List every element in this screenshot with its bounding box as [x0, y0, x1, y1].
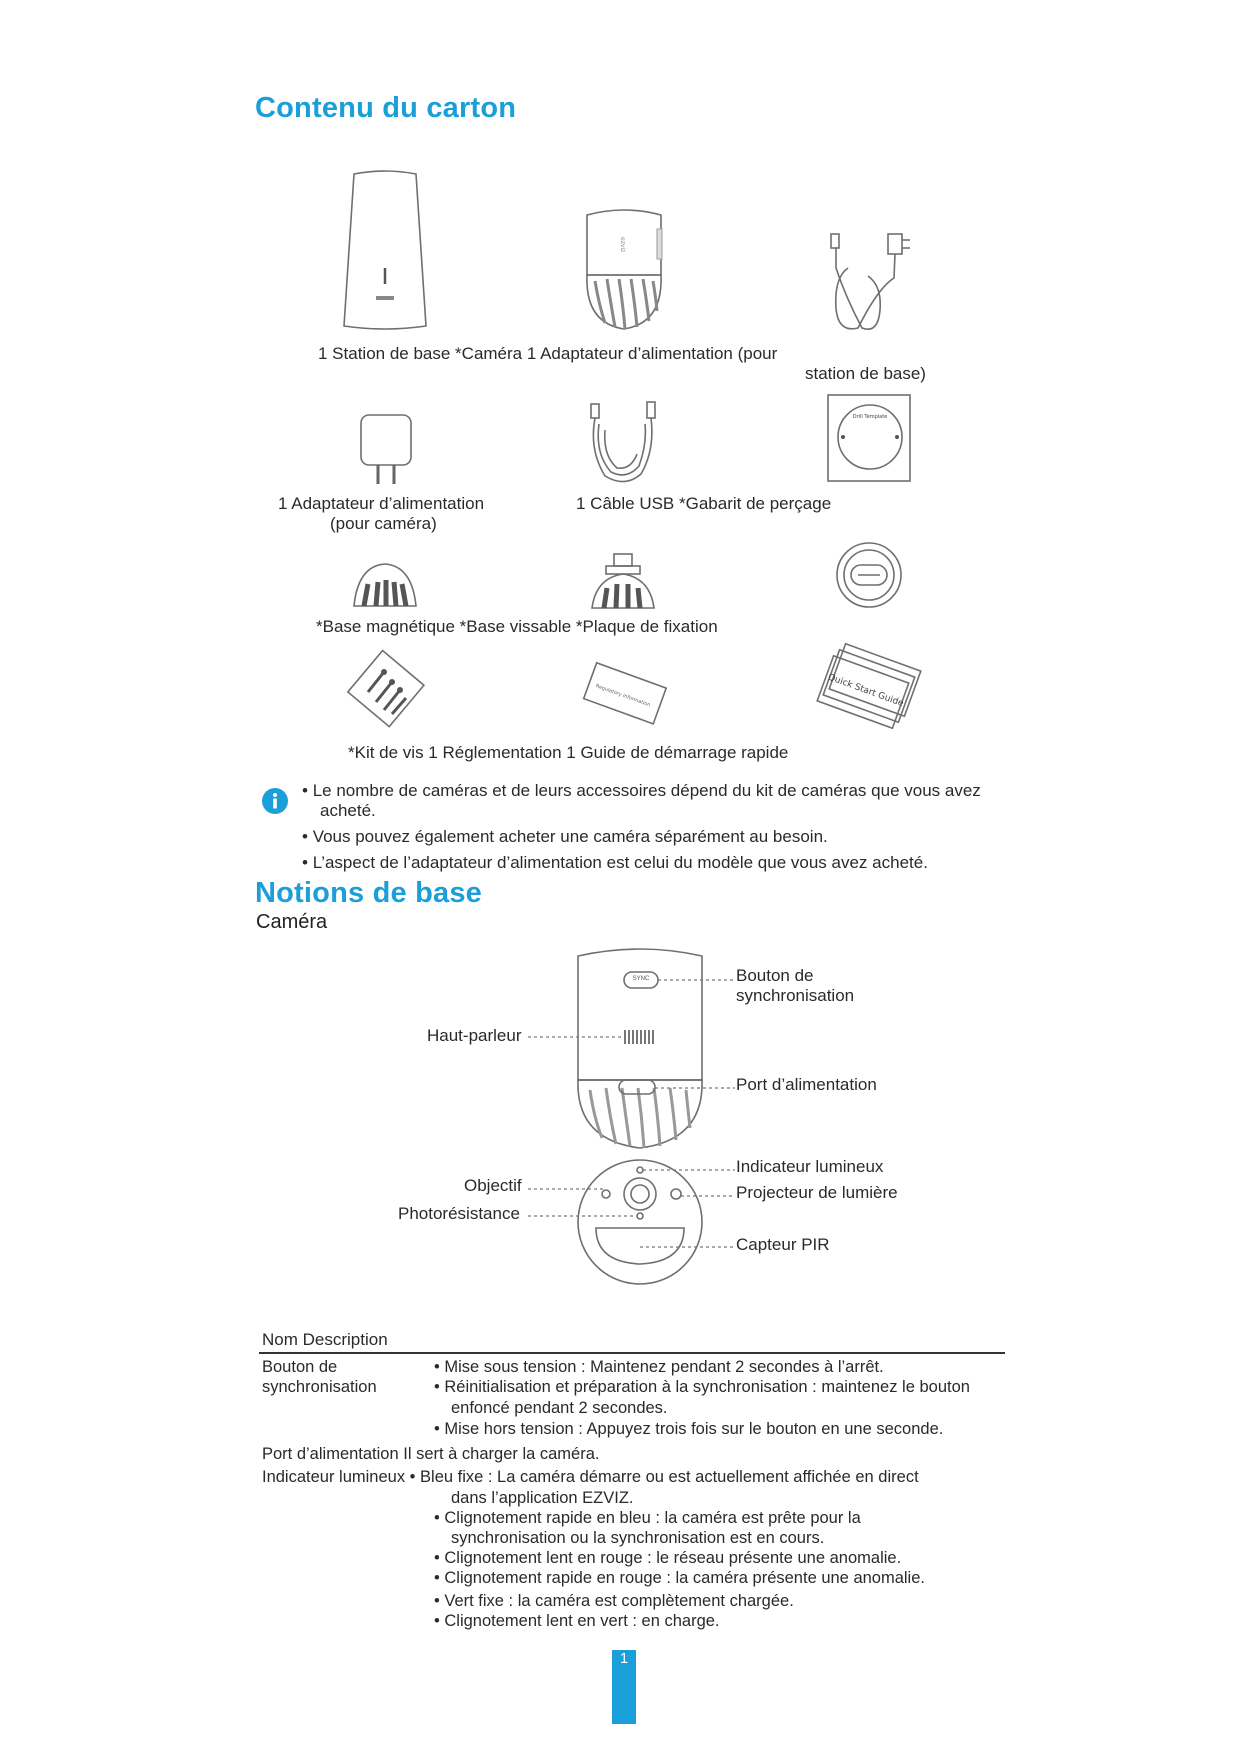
table-line: • Clignotement rapide en bleu : la caméra est prête pour la — [434, 1509, 861, 1527]
label-sync-a: Bouton de — [736, 966, 814, 985]
label-sync-b: synchronisation — [736, 986, 855, 1005]
note-1-cont: acheté. — [320, 801, 376, 820]
label-photoresistor: Photorésistance — [398, 1204, 520, 1223]
row2-caption-mid: 1 Câble USB *Gabarit de perçage — [576, 494, 832, 513]
row3-caption: *Base magnétique *Base vissable *Plaque de fixation — [316, 617, 718, 636]
table-line: enfoncé pendant 2 secondes. — [451, 1399, 668, 1417]
label-light-projector: Projecteur de lumière — [736, 1183, 898, 1202]
note-2: • Vous pouvez également acheter une caméra séparément au besoin. — [302, 827, 828, 846]
svg-text:ezviz: ezviz — [619, 237, 626, 253]
table-line: Bouton de — [262, 1358, 338, 1376]
row2-caption-left-a: 1 Adaptateur d’alimentation — [278, 494, 485, 513]
note-1-text: Le nombre de caméras et de leurs accessoires dépend du kit de caméras que vous avez — [312, 781, 981, 800]
table-line: • Réinitialisation et préparation à la synchronisation : maintenez le bouton — [434, 1378, 970, 1396]
table-line: synchronisation — [262, 1378, 377, 1396]
row4-caption: *Kit de vis 1 Réglementation 1 Guide de démarrage rapide — [348, 743, 789, 762]
row2-caption-left-b: (pour caméra) — [330, 514, 437, 533]
note-3-text: L’aspect de l’adaptateur d’alimentation est celui du modèle que vous avez acheté. — [312, 853, 928, 872]
camera-subtitle: Caméra — [256, 911, 328, 933]
table-line: • Mise hors tension : Appuyez trois fois sur le bouton en une seconde. — [434, 1420, 944, 1438]
page-number: 1 — [619, 1650, 629, 1667]
label-speaker: Haut-parleur — [427, 1026, 522, 1045]
table-header: Nom Description — [262, 1330, 388, 1349]
sync-button-text: SYNC — [632, 976, 650, 982]
drill-template-label: Drill Template — [852, 414, 888, 420]
regulatory-label: Regulatory Information — [594, 683, 652, 709]
table-line: • Mise sous tension : Maintenez pendant 2 secondes à l’arrêt. — [434, 1358, 884, 1376]
note-3: • L’aspect de l’adaptateur d’alimentation est celui du modèle que vous avez acheté. — [302, 853, 928, 872]
table-rule — [259, 1352, 1005, 1354]
contents-title: Contenu du carton — [255, 92, 517, 124]
table-line: synchronisation ou la synchronisation est en cours. — [451, 1529, 825, 1547]
table-line: dans l’application EZVIZ. — [451, 1489, 634, 1507]
table-line: • Clignotement lent en rouge : le réseau présente une anomalie. — [434, 1549, 902, 1567]
row1-caption-b: station de base) — [805, 364, 926, 383]
table-line: • Vert fixe : la caméra est complètement chargée. — [434, 1592, 794, 1610]
label-pir: Capteur PIR — [736, 1235, 830, 1254]
table-line: • Clignotement lent en vert : en charge. — [434, 1612, 720, 1630]
table-line: Indicateur lumineux • Bleu fixe : La caméra démarre ou est actuellement affichée en direct — [262, 1468, 919, 1486]
note-1: • Le nombre de caméras et de leurs accessoires dépend du kit de caméras que vous avez — [302, 781, 981, 800]
quick-start-label: Quick Start Guide — [826, 672, 905, 710]
label-indicator: Indicateur lumineux — [736, 1157, 884, 1176]
label-lens: Objectif — [464, 1176, 522, 1195]
table-line: Port d’alimentation Il sert à charger la caméra. — [262, 1445, 600, 1463]
row1-caption-a: 1 Station de base *Caméra 1 Adaptateur d’alimentation (pour — [318, 344, 778, 363]
basics-title: Notions de base — [255, 877, 482, 909]
table-line: • Clignotement rapide en rouge : la caméra présente une anomalie. — [434, 1569, 925, 1587]
label-power-port: Port d’alimentation — [736, 1075, 877, 1094]
note-2-text: Vous pouvez également acheter une caméra séparément au besoin. — [312, 827, 828, 846]
